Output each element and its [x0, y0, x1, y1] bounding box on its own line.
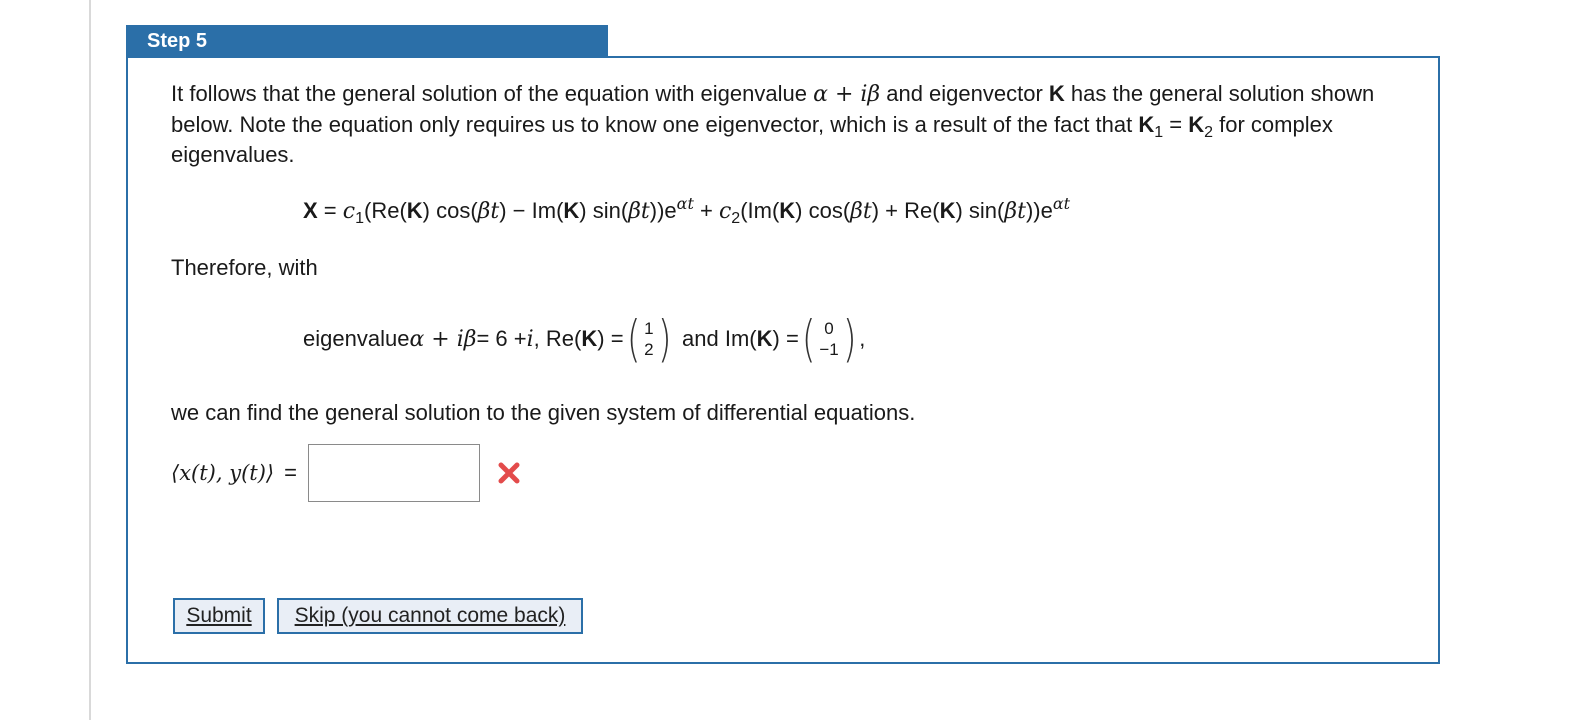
re-vector-left-paren: ( [626, 310, 641, 368]
given-re-label: , Re( [533, 326, 582, 351]
x-mark-icon [497, 461, 521, 485]
re-vector [644, 318, 653, 360]
answer-row [171, 444, 521, 502]
formula-plus: + [693, 198, 719, 223]
given-value: = 6 + [476, 326, 527, 351]
given-eigenvalue-expr: α + iβ [409, 326, 477, 352]
im-vector-entry-2: −1 [819, 340, 839, 359]
formula-k3: K [779, 198, 796, 223]
answer-input[interactable] [308, 444, 480, 502]
formula-k1: K [406, 198, 423, 223]
given-im-close: ) = [772, 326, 799, 351]
eigenvalue-expr: α + iβ [813, 82, 881, 107]
formula-part6: (Im( [740, 198, 780, 223]
general-solution-formula [303, 196, 1070, 227]
formula-x: X [303, 198, 318, 223]
formula-c1: c [342, 199, 356, 224]
k2-subscript: 2 [1204, 124, 1214, 141]
k1-symbol: K [1138, 112, 1155, 137]
formula-part5: ))e [649, 198, 677, 223]
formula-equals: = [317, 198, 343, 223]
formula-part4: ) sin( [579, 198, 629, 223]
step-header: Step 5 [126, 25, 608, 57]
im-vector [819, 318, 838, 360]
intro-text-3: has the general solution shown below. Note the equation only requires us to know one eigenvector, which is a result of the fact that [171, 81, 1375, 137]
formula-part1: (Re( [364, 198, 407, 223]
formula-exp1: αt [676, 194, 694, 213]
re-vector-entry-1: 1 [644, 319, 654, 338]
given-k-re: K [581, 326, 598, 351]
k2-symbol: K [1188, 112, 1205, 137]
intro-paragraph [171, 79, 1411, 170]
im-vector-right-paren: ) [842, 310, 857, 368]
skip-button[interactable]: Skip (you cannot come back) [277, 598, 583, 634]
formula-part10: ))e [1025, 198, 1053, 223]
formula-part9: ) sin( [955, 198, 1005, 223]
im-vector-left-paren: ( [801, 310, 816, 368]
intro-equals: = [1163, 112, 1189, 137]
formula-bt2: βt [628, 199, 650, 224]
given-values [303, 311, 865, 367]
formula-bt1: βt [477, 199, 500, 224]
answer-equals: = [284, 460, 297, 485]
submit-button[interactable]: Submit [173, 598, 265, 634]
im-vector-entry-1: 0 [824, 319, 834, 338]
given-i: i [526, 326, 534, 352]
formula-part8: ) + Re( [871, 198, 940, 223]
given-re-close: ) = [597, 326, 624, 351]
given-comma: , [859, 326, 866, 351]
k1-subscript: 1 [1154, 124, 1164, 141]
given-label: eigenvalue [303, 326, 410, 351]
answer-lhs: ⟨x(t), y(t)⟩ [171, 461, 275, 485]
formula-k2: K [563, 198, 580, 223]
formula-bt4: βt [1004, 199, 1026, 224]
intro-text-4: for complex eigenvalues. [171, 112, 1333, 167]
re-vector-entry-2: 2 [644, 340, 654, 359]
instruction-text: we can find the general solution to the given system of differential equations. [171, 400, 916, 425]
left-divider [89, 0, 91, 720]
intro-text-2: and eigenvector [880, 81, 1049, 106]
formula-part7: ) cos( [795, 198, 851, 223]
formula-exp2: αt [1052, 194, 1071, 213]
therefore-text: Therefore, with [171, 255, 318, 280]
formula-c1-sub: 1 [355, 210, 364, 227]
intro-text-1: It follows that the general solution of the equation with eigenvalue [171, 81, 814, 106]
formula-c2: c [718, 199, 732, 224]
eigenvector-symbol: K [1048, 81, 1065, 106]
formula-c2-sub: 2 [731, 210, 741, 227]
formula-part2: ) cos( [422, 198, 478, 223]
formula-bt3: βt [850, 199, 872, 224]
given-im-label: and Im( [682, 326, 757, 351]
formula-part3: ) − Im( [499, 198, 564, 223]
formula-k4: K [939, 198, 956, 223]
given-k-im: K [756, 326, 773, 351]
re-vector-right-paren: ) [657, 310, 672, 368]
